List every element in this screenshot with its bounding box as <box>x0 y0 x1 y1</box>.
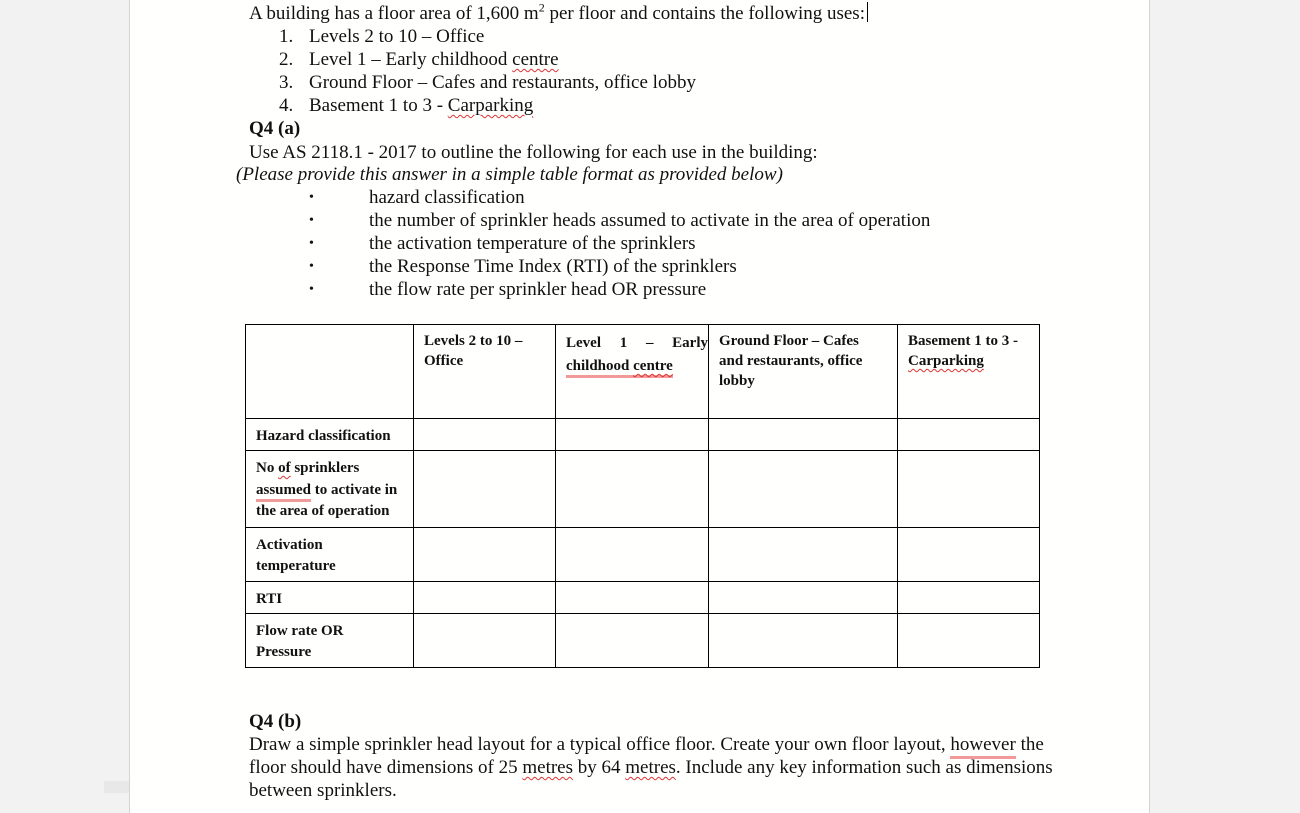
use-item-3: Ground Floor – Cafes and restaurants, office lobby <box>309 72 696 93</box>
col-header-ground-floor[interactable] <box>709 325 898 419</box>
row-header-rti[interactable] <box>246 581 414 613</box>
use-number-2: 2. <box>279 49 294 70</box>
table-cell[interactable] <box>556 451 709 528</box>
table-cell[interactable] <box>709 419 898 451</box>
use-number-3: 3. <box>279 72 294 93</box>
use-number-1: 1. <box>279 26 294 47</box>
table-row <box>246 451 1040 528</box>
table-cell[interactable] <box>898 527 1040 581</box>
use-item-2 <box>309 48 559 71</box>
row-header-text: No <box>256 460 279 476</box>
use-item-2-text: Level 1 – Early childhood <box>309 49 513 70</box>
col-header-text: Office <box>424 353 464 369</box>
spelling-flag-metres[interactable]: metres <box>522 757 574 778</box>
row-header-text: Hazard classification <box>256 428 391 444</box>
grammar-flag-however[interactable]: however <box>950 734 1015 759</box>
table-row <box>246 613 1040 667</box>
row-header-text: to activate in <box>311 481 398 498</box>
q4b-text: Draw a simple sprinkler head layout for a typical office floor. Create your own floor layout, <box>249 734 951 755</box>
row-header-flow-rate[interactable] <box>246 613 414 667</box>
grammar-flag-assumed[interactable]: assumed <box>256 482 311 502</box>
spelling-flag-centre[interactable]: centre <box>512 49 559 70</box>
table-cell[interactable] <box>709 527 898 581</box>
col-header-word: Level <box>566 335 601 351</box>
table-cell[interactable] <box>709 451 898 528</box>
col-header-word: 1 <box>619 335 628 351</box>
row-header-line <box>256 458 413 480</box>
row-header-sprinklers[interactable] <box>246 451 414 528</box>
intro-text-b: per floor and contains the following uses: <box>544 3 865 24</box>
row-header-line: Activation <box>256 536 323 553</box>
col-header-line-2 <box>566 356 708 376</box>
row-header-line: Pressure <box>256 643 312 660</box>
row-header-line <box>256 480 413 502</box>
use-number-4: 4. <box>279 95 294 116</box>
bullet-item-5: the flow rate per sprinkler head OR pressure <box>369 279 707 300</box>
col-header-text: lobby <box>719 373 755 389</box>
use-item-4 <box>309 94 533 117</box>
answer-table <box>245 324 1040 668</box>
intro-line[interactable] <box>249 2 868 25</box>
table-row <box>246 419 1040 451</box>
table-cell[interactable] <box>556 613 709 667</box>
col-header-word: – <box>645 335 654 351</box>
table-cell[interactable] <box>709 613 898 667</box>
row-header-text: sprinklers <box>290 460 360 476</box>
col-header-justified-line <box>566 333 708 353</box>
intro-text-a: A building has a floor area of 1,600 m <box>249 3 539 24</box>
row-header-line: temperature <box>256 557 336 574</box>
table-cell[interactable] <box>414 581 556 613</box>
bullet-marker: • <box>309 236 314 251</box>
q4a-heading: Q4 (a) <box>249 118 301 139</box>
col-header-basement[interactable] <box>898 325 1040 419</box>
use-item-1: Levels 2 to 10 – Office <box>309 26 485 47</box>
bullet-marker: • <box>309 213 314 228</box>
bullet-item-2: the number of sprinkler heads assumed to activate in the area of operation <box>369 210 931 231</box>
table-cell[interactable] <box>414 419 556 451</box>
q4b-line-3: between sprinklers. <box>249 780 397 801</box>
use-item-4-text: Basement 1 to 3 - <box>309 95 448 116</box>
q4b-text: by 64 <box>573 757 626 778</box>
col-header-text: and restaurants, office <box>719 353 863 369</box>
table-cell[interactable] <box>898 613 1040 667</box>
table-cell[interactable] <box>556 527 709 581</box>
table-cell[interactable] <box>414 527 556 581</box>
bullet-item-4: the Response Time Index (RTI) of the sprinklers <box>369 256 737 277</box>
col-header-level-1[interactable] <box>556 325 709 419</box>
q4b-line-2 <box>249 756 1053 779</box>
spelling-flag-centre[interactable]: centre <box>633 358 673 374</box>
q4b-heading: Q4 (b) <box>249 711 302 732</box>
col-header-text: childhood <box>566 358 634 374</box>
row-header-line: Flow rate OR <box>256 622 344 639</box>
table-cell[interactable] <box>898 581 1040 613</box>
spelling-flag-metres[interactable]: metres <box>625 757 676 778</box>
col-header-word: Early <box>672 335 708 351</box>
table-cell[interactable] <box>898 451 1040 528</box>
table-header-row <box>246 325 1040 419</box>
q4a-note: (Please provide this answer in a simple table format as provided below) <box>236 164 783 185</box>
row-header-activation[interactable] <box>246 527 414 581</box>
bullet-item-1: hazard classification <box>369 187 525 208</box>
intro-superscript: 2 <box>538 0 545 15</box>
col-header-text: Levels 2 to 10 – <box>424 333 523 349</box>
q4b-text: floor should have dimensions of 25 <box>249 757 523 778</box>
table-row <box>246 527 1040 581</box>
grammar-flag-of[interactable]: of <box>278 460 291 476</box>
table-cell[interactable] <box>414 451 556 528</box>
col-header-text: Ground Floor – Cafes <box>719 333 859 349</box>
bullet-marker: • <box>309 259 314 274</box>
spelling-flag-carparking[interactable]: Carparking <box>447 95 534 116</box>
table-corner-cell[interactable] <box>246 325 414 419</box>
q4b-line-1 <box>249 733 1044 756</box>
table-cell[interactable] <box>709 581 898 613</box>
bullet-item-3: the activation temperature of the sprinklers <box>369 233 696 254</box>
table-cell[interactable] <box>414 613 556 667</box>
row-header-line: the area of operation <box>256 503 390 519</box>
left-margin-marker <box>104 781 129 793</box>
col-header-text: Basement 1 to 3 - <box>908 333 1018 349</box>
text-cursor <box>867 2 868 22</box>
table-cell[interactable] <box>556 419 709 451</box>
q4b-text: . Include any key information such as dimensions <box>675 757 1053 778</box>
row-header-text: RTI <box>256 590 283 607</box>
grammar-flag-childhood-centre[interactable] <box>566 358 673 378</box>
bullet-marker: • <box>309 190 314 205</box>
table-row <box>246 581 1040 613</box>
col-header-levels-2-10[interactable] <box>414 325 556 419</box>
q4a-instruction: Use AS 2118.1 - 2017 to outline the following for each use in the building: <box>249 142 818 163</box>
table-cell[interactable] <box>898 419 1040 451</box>
row-header-hazard[interactable] <box>246 419 414 451</box>
q4b-text: the <box>1015 734 1044 755</box>
spelling-flag-carparking[interactable]: Carparking <box>908 353 984 369</box>
table-cell[interactable] <box>556 581 709 613</box>
bullet-marker: • <box>309 282 314 297</box>
